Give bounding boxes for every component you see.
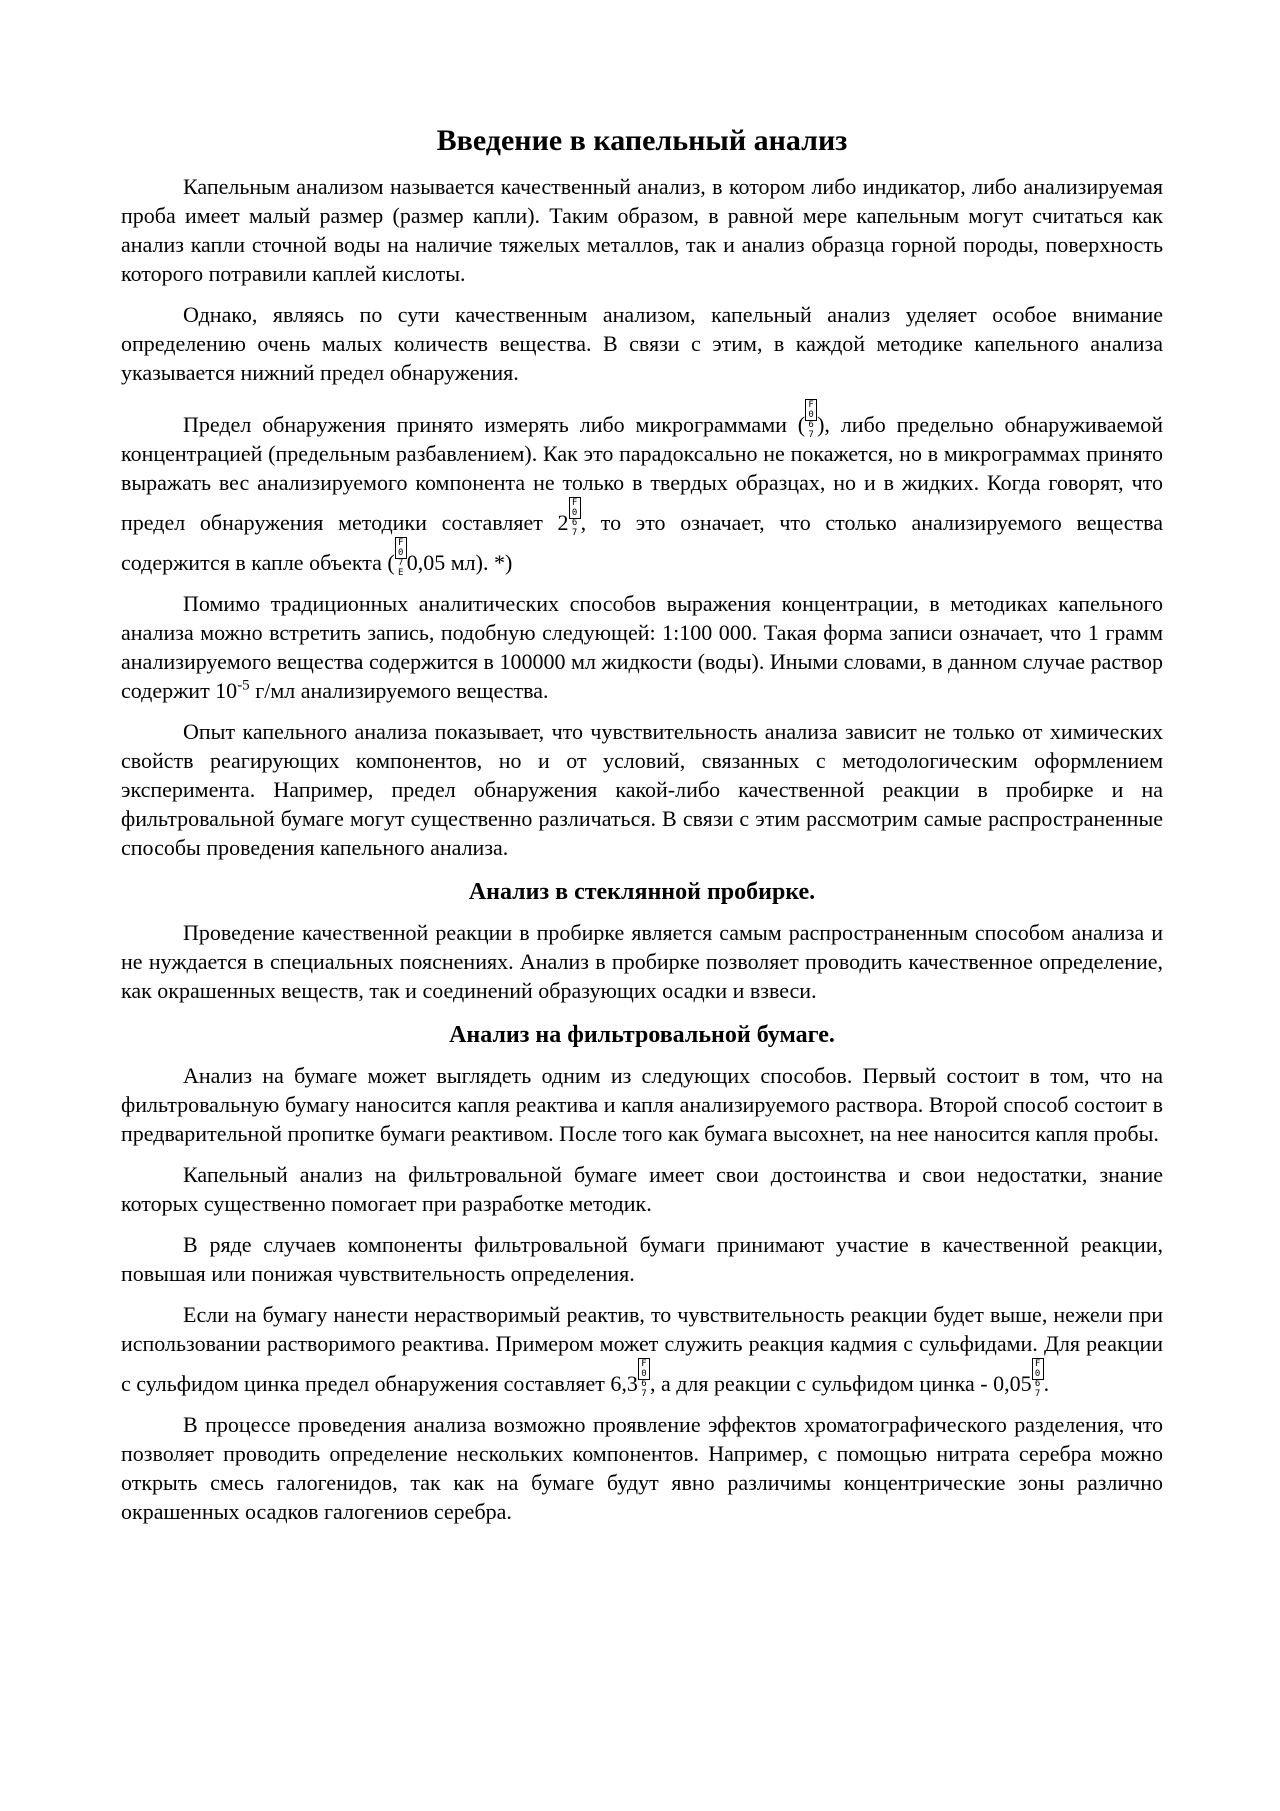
text-run: Предел обнаружения принято измерять либо микрограммами ( [183,412,806,437]
paper-paragraph-3: В ряде случаев компоненты фильтровальной бумаги принимают участие в качественной реакции, повышая или понижая чувствительность определения. [121,1232,1163,1286]
missing-glyph-mu-icon: F0 67 [638,1358,650,1380]
paper-paragraph-2: Капельный анализ на фильтровальной бумаге имеет свои достоинства и свои недостатки, знание которых существенно помогает при разработке методик. [121,1162,1163,1216]
text-run: Если на бумагу нанести нерастворимый реактив, то чувствительность реакции будет выше, нежели при использовании растворимого реактива. Примером может служить реакция кадмия с сульфидами. Для реакции с сульфидом цинка предел обнаружения составляет 6,3 [121,1302,1163,1396]
intro-paragraph-5: Опыт капельного анализа показывает, что чувствительность анализа зависит не только от химических свойств реагирующих компонентов, но и от условий, связанных с методологическим оформлением эксперимента. Например, предел обнаружения какой-либо качественной реакции в пробирке и на фильтровальной бумаге могут существенно различаться. В связи с этим рассмотрим самые распространенные способы проведения капельного анализа. [121,719,1163,860]
document-title: Введение в капельный анализ [436,124,848,157]
paper-paragraph-1: Анализ на бумаге может выглядеть одним из следующих способов. Первый состоит в том, что на фильтровальную бумагу наносится капля реактива и капля анализируемого раствора. Второй способ состоит в предварительной пропитке бумаги реактивом. После того как бумага высохнет, на нее наносится капля пробы. [121,1063,1163,1146]
missing-glyph-mu-icon: F0 67 [1032,1358,1044,1380]
text-run: . [1043,1371,1050,1396]
section-heading-tube: Анализ в стеклянной пробирке. [468,879,816,905]
intro-paragraph-3 [121,399,1163,577]
text-run: ), либо предельно обнаруживаемой концентрацией (предельным разбавлением). Как это парадоксально не покажется, но в микрограммах принято выражать вес анализируемого компонента не только в твердых образцах, но и в жидких. Когда говорят, что предел обнаружения методики составляет 2 [121,412,1163,535]
intro-paragraph-1: Капельным анализом называется качественный анализ, в котором либо индикатор, либо анализируемая проба имеет малый размер (размер капли). Таким образом, в равной мере капельным могут считаться как анализ капли сточной воды на наличие тяжелых металлов, так и анализ образца горной породы, поверхность которого потравили каплей кислоты. [121,174,1163,286]
intro-paragraph-2: Однако, являясь по сути качественным анализом, капельный анализ уделяет особое внимание определению очень малых количеств вещества. В связи с этим, в каждой методике капельного анализа указывается нижний предел обнаружения. [121,302,1163,385]
intro-paragraph-4 [121,589,1163,705]
paper-paragraph-5: В процессе проведения анализа возможно проявление эффектов хроматографического разделения, что позволяет проводить определение нескольких компонентов. Например, с помощью нитрата серебра можно открыть смесь галогенидов, так как на бумаге будут явно различимы концентрические зоны различно окрашенных осадков галогениов серебра. [121,1412,1163,1524]
paper-paragraph-4 [121,1300,1163,1398]
missing-glyph-mu-icon: F0 67 [569,497,581,519]
text-run: , то это означает, что столько анализируемого вещества содержится в капле объекта ( [121,510,1163,575]
missing-glyph-mu-icon: F0 67 [805,399,817,421]
text-run: Помимо традиционных аналитических способов выражения концентрации, в методиках капельного анализа можно встретить запись, подобную следующей: 1:100 000. Такая форма записи означает, что 1 грамм анализируемого вещества содержится в 100000 мл жидкости (воды). Иными словами, в данном случае раствор содержит 10 [121,591,1163,703]
exponent: -5 [237,677,250,694]
text-run: г/мл анализируемого вещества. [249,678,549,703]
missing-glyph-approx-icon: F0 7E [395,537,407,559]
document-page [121,118,1163,1538]
text-run: , а для реакции с сульфидом цинка - 0,05 [649,1371,1032,1396]
text-run: 0,05 мл). *) [406,550,513,575]
section-heading-paper: Анализ на фильтровальной бумаге. [449,1022,835,1048]
tube-paragraph-1: Проведение качественной реакции в пробирке является самым распространенным способом анализа и не нуждается в специальных пояснениях. Анализ в пробирке позволяет проводить качественное определение, как окрашенных веществ, так и соединений образующих осадки и взвеси. [121,920,1163,1003]
